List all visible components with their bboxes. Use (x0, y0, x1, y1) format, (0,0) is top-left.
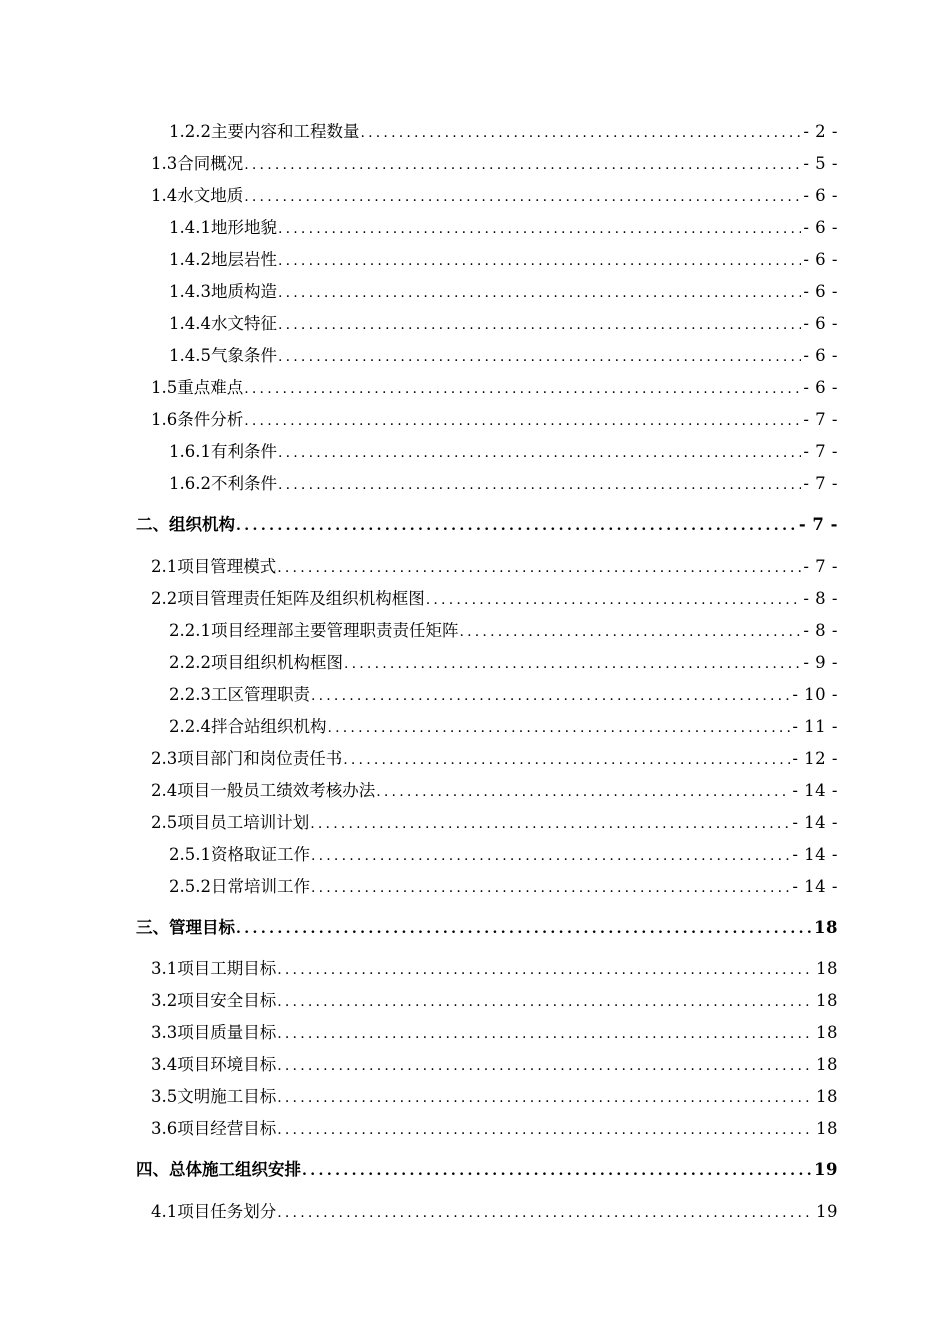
toc-entry-title: 1.5重点难点 (151, 378, 244, 397)
dot-leader (244, 410, 801, 432)
dot-leader (278, 346, 801, 368)
toc-entry-page-number: - 14 - (792, 877, 838, 896)
toc-entry[interactable] (136, 514, 838, 536)
toc-entry-page-number: - 7 - (803, 410, 838, 429)
toc-entry-page-number: - 7 - (803, 474, 838, 493)
dot-leader (310, 813, 790, 835)
dot-leader (278, 250, 801, 272)
toc-entry-page-number: - 14 - (792, 845, 838, 864)
toc-entry-page-number: 18 (814, 918, 838, 937)
toc-entry-title: 3.4项目环境目标 (151, 1055, 277, 1074)
toc-entry-title: 1.2.2主要内容和工程数量 (169, 122, 360, 141)
toc-entry[interactable] (136, 917, 838, 939)
dot-leader (278, 282, 801, 304)
toc-entry-page-number: - 6 - (803, 282, 838, 301)
dot-leader (278, 314, 801, 336)
toc-entry[interactable] (151, 748, 838, 770)
toc-entry[interactable] (151, 1201, 838, 1223)
toc-entry-title: 2.5.2日常培训工作 (169, 877, 310, 896)
dot-leader (244, 186, 801, 208)
toc-entry-page-number: - 10 - (792, 685, 838, 704)
dot-leader (311, 877, 790, 899)
toc-entry-title: 2.4项目一般员工绩效考核办法 (151, 781, 376, 800)
toc-entry[interactable] (169, 473, 838, 495)
toc-entry-title: 2.2.2项目组织机构框图 (169, 653, 343, 672)
toc-entry-title: 1.6.2不利条件 (169, 474, 277, 493)
toc-entry-page-number: - 6 - (803, 218, 838, 237)
toc-entry-page-number: 18 (816, 1119, 838, 1138)
dot-leader (277, 1119, 814, 1141)
toc-entry-page-number: - 7 - (803, 557, 838, 576)
dot-leader (244, 154, 801, 176)
toc-entry-page-number: - 11 - (792, 717, 838, 736)
toc-entry-title: 2.2.1项目经理部主要管理职责责任矩阵 (169, 621, 459, 640)
dot-leader (236, 515, 797, 537)
toc-entry-title: 2.5项目员工培训计划 (151, 813, 310, 832)
toc-entry-page-number: 18 (816, 959, 838, 978)
toc-entry-page-number: - 8 - (803, 589, 838, 608)
toc-entry-page-number: - 6 - (803, 346, 838, 365)
dot-leader (244, 378, 801, 400)
toc-entry-title: 二、组织机构 (136, 515, 235, 534)
toc-entry-page-number: - 12 - (792, 749, 838, 768)
toc-entry[interactable] (151, 1054, 838, 1076)
dot-leader (277, 1055, 814, 1077)
toc-entry[interactable] (169, 844, 838, 866)
toc-entry[interactable] (136, 1159, 838, 1181)
toc-entry-page-number: - 6 - (803, 250, 838, 269)
toc-entry-title: 1.6.1有利条件 (169, 442, 277, 461)
dot-leader (311, 845, 790, 867)
toc-entry[interactable] (151, 780, 838, 802)
toc-entry-title: 2.3项目部门和岗位责任书 (151, 749, 343, 768)
toc-entry-page-number: 19 (816, 1202, 838, 1221)
toc-entry-title: 3.5文明施工目标 (151, 1087, 277, 1106)
dot-leader (277, 1087, 814, 1109)
toc-entry-title: 1.4.2地层岩性 (169, 250, 277, 269)
dot-leader (277, 1202, 814, 1224)
dot-leader (277, 1023, 814, 1045)
toc-entry[interactable] (151, 958, 838, 980)
dot-leader (277, 557, 801, 579)
toc-entry-title: 4.1项目任务划分 (151, 1202, 277, 1221)
toc-entry-page-number: - 5 - (803, 154, 838, 173)
toc-entry-page-number: - 14 - (792, 813, 838, 832)
toc-entry-page-number: - 7 - (803, 442, 838, 461)
toc-entry[interactable] (151, 377, 838, 399)
toc-entry-title: 3.6项目经营目标 (151, 1119, 277, 1138)
toc-entry-title: 三、管理目标 (136, 918, 235, 937)
dot-leader (344, 653, 801, 675)
toc-entry-page-number: - 2 - (803, 122, 838, 141)
dot-leader (343, 749, 790, 771)
toc-entry[interactable] (169, 652, 838, 674)
toc-entry[interactable] (151, 409, 838, 431)
toc-entry[interactable] (151, 1118, 838, 1140)
toc-entry-title: 3.3项目质量目标 (151, 1023, 277, 1042)
toc-entry[interactable] (169, 684, 838, 706)
toc-entry-page-number: 18 (816, 1023, 838, 1042)
dot-leader (327, 717, 790, 739)
toc-entry[interactable] (151, 990, 838, 1012)
toc-entry[interactable] (169, 620, 838, 642)
toc-entry-page-number: - 7 - (798, 515, 838, 534)
toc-entry-title: 1.4.5气象条件 (169, 346, 277, 365)
toc-entry-page-number: 18 (816, 1055, 838, 1074)
toc-entry-page-number: - 6 - (803, 186, 838, 205)
toc-entry[interactable] (169, 281, 838, 303)
toc-entry[interactable] (151, 1086, 838, 1108)
toc-entry-page-number: 19 (814, 1160, 838, 1179)
toc-entry-title: 2.5.1资格取证工作 (169, 845, 310, 864)
toc-entry[interactable] (151, 153, 838, 175)
dot-leader (459, 621, 801, 643)
toc-entry-page-number: - 9 - (803, 653, 838, 672)
toc-entry-title: 1.3合同概况 (151, 154, 244, 173)
toc-entry-title: 四、总体施工组织安排 (136, 1160, 301, 1179)
toc-entry-title: 1.4.3地质构造 (169, 282, 277, 301)
toc-entry[interactable] (169, 249, 838, 271)
toc-entry-page-number: - 6 - (803, 314, 838, 333)
toc-entry-page-number: - 8 - (803, 621, 838, 640)
toc-entry[interactable] (151, 556, 838, 578)
dot-leader (376, 781, 790, 803)
toc-entry[interactable] (169, 876, 838, 898)
toc-entry-page-number: - 14 - (792, 781, 838, 800)
toc-entry[interactable] (151, 812, 838, 834)
dot-leader (277, 991, 814, 1013)
dot-leader (302, 1160, 812, 1182)
toc-entry-page-number: 18 (816, 1087, 838, 1106)
toc-entry-title: 1.4.4水文特征 (169, 314, 277, 333)
dot-leader (278, 474, 801, 496)
dot-leader (278, 218, 801, 240)
toc-entry-title: 1.6条件分析 (151, 410, 244, 429)
toc-entry[interactable] (169, 121, 838, 143)
toc-entry[interactable] (151, 1022, 838, 1044)
toc-entry-title: 2.2项目管理责任矩阵及组织机构框图 (151, 589, 425, 608)
toc-entry[interactable] (169, 441, 838, 463)
toc-entry-title: 2.2.3工区管理职责 (169, 685, 310, 704)
toc-entry-title: 1.4水文地质 (151, 186, 244, 205)
toc-entry[interactable] (169, 313, 838, 335)
toc-entry-page-number: - 6 - (803, 378, 838, 397)
toc-entry[interactable] (169, 217, 838, 239)
toc-entry[interactable] (151, 588, 838, 610)
toc-entry[interactable] (169, 345, 838, 367)
dot-leader (311, 685, 790, 707)
dot-leader (360, 122, 801, 144)
toc-entry[interactable] (151, 185, 838, 207)
toc-entry-title: 3.1项目工期目标 (151, 959, 277, 978)
toc-entry-title: 1.4.1地形地貌 (169, 218, 277, 237)
toc-entry-title: 3.2项目安全目标 (151, 991, 277, 1010)
dot-leader (278, 442, 801, 464)
toc-entry-title: 2.1项目管理模式 (151, 557, 277, 576)
dot-leader (426, 589, 802, 611)
toc-entry-page-number: 18 (816, 991, 838, 1010)
dot-leader (236, 918, 812, 940)
dot-leader (277, 959, 814, 981)
toc-entry[interactable] (169, 716, 838, 738)
toc-entry-title: 2.2.4拌合站组织机构 (169, 717, 327, 736)
